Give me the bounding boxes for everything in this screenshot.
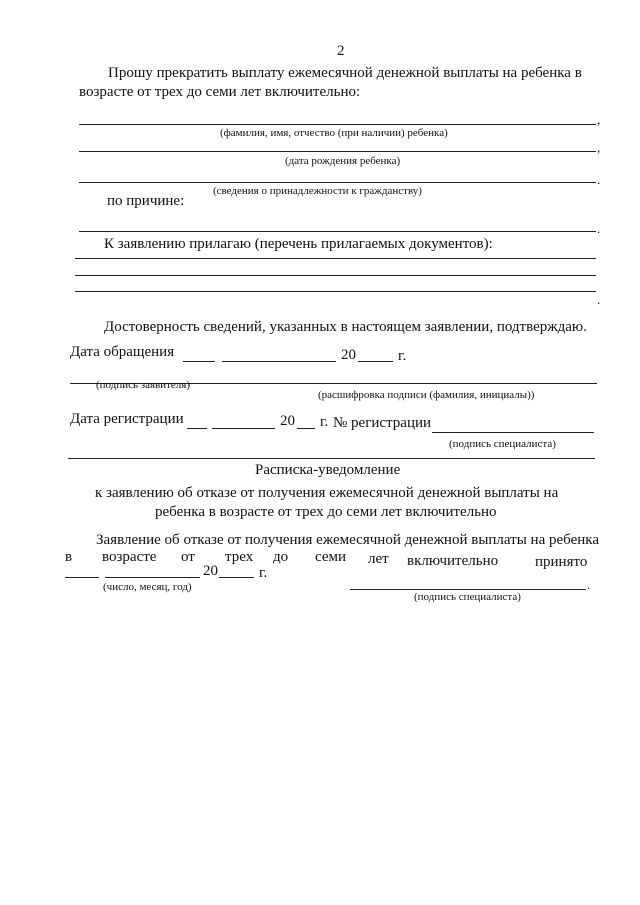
citizenship-caption: (сведения о принадлежности к гражданству) [213,185,422,197]
receipt-word-treh: трех [225,549,254,565]
registration-number-label: № регистрации [333,415,432,431]
cut-line [68,458,595,459]
confirm-text: Достоверность сведений, указанных в настоящем заявлении, подтверждаю. [104,319,587,335]
attach-period: . [597,292,601,307]
citizenship-period: . [597,172,601,187]
child-birth-comma: , [597,140,601,155]
registration-year-prefix: 20 [280,413,295,429]
receipt-g: г. [259,565,268,581]
appeal-year-line[interactable] [358,361,393,362]
registration-year-line[interactable] [297,428,315,429]
receipt-title: Расписка-уведомление [255,462,401,478]
child-name-comma: , [597,112,601,127]
receipt-subtitle-1: к заявлению об отказе от получения ежемесячной денежной выплаты на [95,485,559,501]
receipt-word-vklyuchitelno: включительно [407,553,499,569]
registration-month-line[interactable] [212,428,275,429]
page-number: 2 [337,43,345,59]
receipt-month-line[interactable] [105,577,200,578]
receipt-specialist-sign-line[interactable] [350,589,586,590]
receipt-word-do: до [273,549,289,565]
child-name-line[interactable] [79,124,596,125]
appeal-month-line[interactable] [222,361,336,362]
receipt-specialist-caption: (подпись специалиста) [414,591,521,603]
sign-decode-caption: (расшифровка подписи (фамилия, инициалы)) [318,389,535,401]
child-birth-caption: (дата рождения ребенка) [285,155,401,167]
child-name-caption: (фамилия, имя, отчество (при наличии) ребенка) [220,127,448,139]
request-line-2: возрасте от трех до семи лет включительно: [79,84,361,100]
reason-line[interactable] [79,231,596,232]
specialist-sign-caption: (подпись специалиста) [449,438,556,450]
appeal-g: г. [398,348,407,364]
child-birth-line[interactable] [79,151,596,152]
attach-line-2[interactable] [75,275,596,276]
registration-day-line[interactable] [187,428,207,429]
specialist-sign-line[interactable] [432,432,594,433]
appeal-day-line[interactable] [183,361,215,362]
receipt-date-caption: (число, месяц, год) [103,581,192,593]
receipt-body-line-1: Заявление об отказе от получения ежемесячной денежной выплаты на ребенка [96,532,599,548]
receipt-day-line[interactable] [65,577,99,578]
attach-line-3[interactable] [75,291,596,292]
receipt-period: . [587,577,591,592]
receipt-word-semi: семи [315,549,347,565]
receipt-word-let: лет [368,551,389,567]
applicant-sign-caption: (подпись заявителя) [96,379,191,391]
receipt-word-v: в [65,549,73,565]
receipt-year-line[interactable] [219,577,254,578]
receipt-year-prefix: 20 [203,563,218,579]
registration-date-label: Дата регистрации [70,411,184,427]
receipt-word-ot: от [181,549,195,565]
request-line-1: Прошу прекратить выплату ежемесячной денежной выплаты на ребенка в [108,65,582,81]
receipt-word-vozraste: возрасте [102,549,157,565]
appeal-year-prefix: 20 [341,347,356,363]
attach-line-1[interactable] [75,258,596,259]
attach-label: К заявлению прилагаю (перечень прилагаемых документов): [104,236,493,252]
appeal-date-label: Дата обращения [70,344,175,360]
citizenship-line[interactable] [79,182,596,183]
reason-label: по причине: [107,193,185,209]
receipt-subtitle-2: ребенка в возрасте от трех до семи лет включительно [155,504,497,520]
reason-period: . [597,221,601,236]
receipt-word-prinyato: принято [535,554,588,570]
registration-g: г. [320,414,329,430]
